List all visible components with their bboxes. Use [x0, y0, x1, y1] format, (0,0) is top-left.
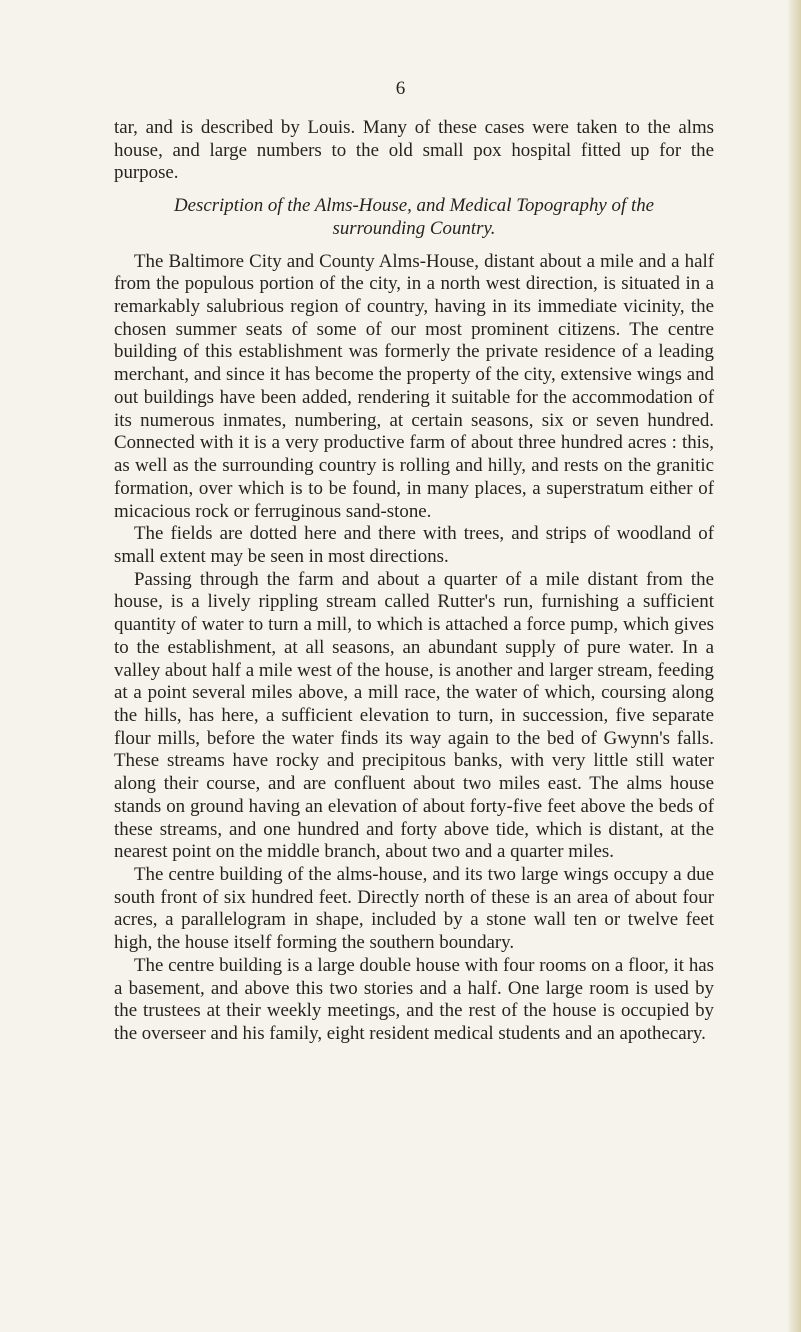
page-number: 6: [395, 78, 406, 99]
paragraph-centre-building-rooms: The centre building is a large double house with four rooms on a floor, it has a basement, and above this two stories and a half. One large room is used by the trustees at their weekly meetings, and the rest of the house is occupied by the overseer and his family, eight resident medical students and an apothecary.: [114, 954, 714, 1045]
section-heading: [114, 195, 714, 240]
paragraph-alms-house-description: The Baltimore City and County Alms-House, distant about a mile and a half from the populous portion of the city, in a north west direction, is situated in a remarkably salubrious region of country, having in its immediate vicinity, the chosen summer seats of some of our most prominent citizens. The centre building of this establishment was formerly the private residence of a leading merchant, and since it has become the property of the city, extensive wings and out buildings have been added, rendering it suitable for the accommodation of its numerous inmates, numbering, at certain seasons, six or seven hundred. Connected with it is a very productive farm of about three hundred acres : this, as well as the surrounding country is rolling and hilly, and rests on the granitic formation, over which is to be found, in many places, a superstratum either of micacious rock or ferruginous sand-stone.: [114, 250, 714, 522]
paragraph-streams: Passing through the farm and about a quarter of a mile distant from the house, is a lively rippling stream called Rutter's run, furnishing a sufficient quantity of water to turn a mill, to which is attached a force pump, which gives to the establishment, at all seasons, an abundant supply of pure water. In a valley about half a mile west of the house, is another and larger stream, feeding at a point several miles above, a mill race, the water of which, coursing along the hills, has here, a sufficient elevation to turn, in succession, five separate flour mills, before the water finds its way again to the bed of Gwynn's falls. These streams have rocky and precipitous banks, with very little still water along their course, and are confluent about two miles east. The alms house stands on ground having an elevation of about forty-five feet above the beds of these streams, and one hundred and forty above tide, which is distant, at the nearest point on the middle branch, about two and a quarter miles.: [114, 568, 714, 863]
page-edge-shadow: [787, 0, 801, 1332]
paragraph-centre-building-front: The centre building of the alms-house, and its two large wings occupy a due south front of six hundred feet. Directly north of these is an area of about four acres, a parallelogram in shape, included by a stone wall ten or twelve feet high, the house itself forming the southern boundary.: [114, 864, 714, 954]
paragraph-fields: The fields are dotted here and there with trees, and strips of woodland of small extent may be seen in most directions.: [114, 523, 714, 567]
opening-paragraph: tar, and is described by Louis. Many of these cases were taken to the alms house, and large numbers to the old small pox hospital fitted up for the purpose.: [114, 117, 714, 184]
section-heading-line-2: surrounding Country.: [332, 217, 496, 239]
section-heading-line-1: Description of the Alms-House, and Medical Topography of the: [173, 195, 655, 217]
page-body: [114, 117, 714, 1046]
